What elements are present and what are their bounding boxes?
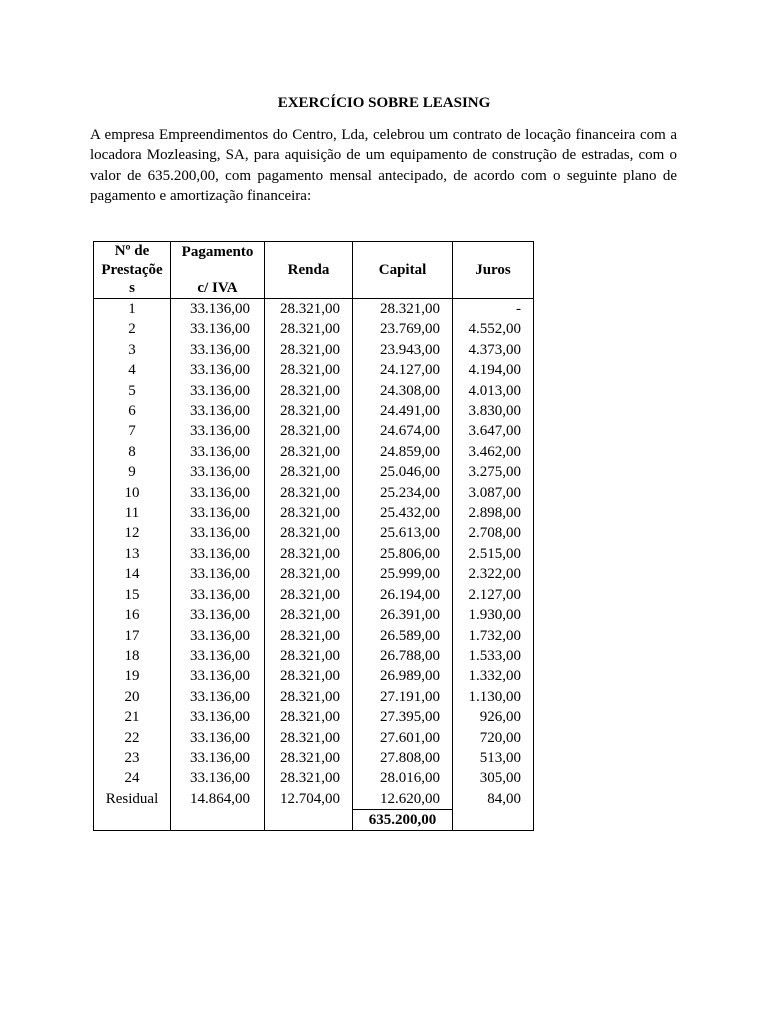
header-n-prestacoes	[94, 242, 171, 299]
cell-capital: 23.943,00	[353, 340, 453, 360]
intro-paragraph: A empresa Empreendimentos do Centro, Lda, celebrou um contrato de locação financeira com a locadora Mozleasing, SA, para aquisição de um equipamento de construção de estradas, com o valor de 635.200,00, com pagamento mensal antecipado, de acordo com o seguinte plano de pagamento e amortização financeira:	[90, 127, 677, 204]
cell-renda: 28.321,00	[265, 605, 353, 625]
cell-n: 18	[94, 646, 171, 666]
cell-n: 14	[94, 564, 171, 584]
header-n-line1: Nº de	[114, 243, 150, 260]
cell-juros: 1.732,00	[453, 626, 534, 646]
cell-juros: 4.373,00	[453, 340, 534, 360]
cell-juros: 926,00	[453, 707, 534, 727]
table-row	[94, 707, 534, 727]
cell-pagamento: 33.136,00	[171, 768, 265, 788]
cell-juros: 3.462,00	[453, 442, 534, 462]
cell-juros: 720,00	[453, 728, 534, 748]
table-row	[94, 421, 534, 441]
cell-n: 9	[94, 462, 171, 482]
cell-pagamento: 33.136,00	[171, 381, 265, 401]
cell-pagamento: 33.136,00	[171, 605, 265, 625]
table-row	[94, 789, 534, 810]
cell-renda: 28.321,00	[265, 748, 353, 768]
cell-pagamento: 33.136,00	[171, 626, 265, 646]
cell-pagamento: 33.136,00	[171, 728, 265, 748]
cell-juros: 513,00	[453, 748, 534, 768]
cell-capital: 25.806,00	[353, 544, 453, 564]
cell-n: 16	[94, 605, 171, 625]
cell-renda: 28.321,00	[265, 381, 353, 401]
cell-capital: 27.395,00	[353, 707, 453, 727]
cell-juros: 1.930,00	[453, 605, 534, 625]
cell-pagamento: 33.136,00	[171, 340, 265, 360]
table-row	[94, 626, 534, 646]
cell-juros: 2.515,00	[453, 544, 534, 564]
cell-capital: 24.859,00	[353, 442, 453, 462]
cell-juros: -	[453, 299, 534, 320]
header-pagamento	[171, 242, 265, 299]
header-juros: Juros	[453, 242, 534, 299]
cell-n: 19	[94, 666, 171, 686]
cell-pagamento: 33.136,00	[171, 360, 265, 380]
cell-capital: 25.999,00	[353, 564, 453, 584]
table-row	[94, 585, 534, 605]
cell-n: 22	[94, 728, 171, 748]
cell-n: 5	[94, 381, 171, 401]
cell-pagamento: 33.136,00	[171, 299, 265, 320]
header-capital: Capital	[353, 242, 453, 299]
table-body	[94, 299, 534, 831]
cell-n: 10	[94, 483, 171, 503]
table-row	[94, 360, 534, 380]
cell-juros: 4.013,00	[453, 381, 534, 401]
cell-n: 4	[94, 360, 171, 380]
cell-n: 13	[94, 544, 171, 564]
cell-renda: 28.321,00	[265, 585, 353, 605]
header-n-line3: s	[129, 280, 135, 297]
table-row	[94, 299, 534, 320]
cell-n: 7	[94, 421, 171, 441]
cell-capital: 27.808,00	[353, 748, 453, 768]
total-empty-cell	[94, 810, 171, 831]
cell-n: 21	[94, 707, 171, 727]
cell-capital: 25.613,00	[353, 523, 453, 543]
cell-capital: 26.194,00	[353, 585, 453, 605]
cell-capital: 24.674,00	[353, 421, 453, 441]
table-row	[94, 728, 534, 748]
cell-n: 24	[94, 768, 171, 788]
header-renda: Renda	[265, 242, 353, 299]
cell-n: 11	[94, 503, 171, 523]
table-row	[94, 401, 534, 421]
cell-capital: 23.769,00	[353, 319, 453, 339]
cell-renda: 28.321,00	[265, 768, 353, 788]
cell-renda: 28.321,00	[265, 401, 353, 421]
table-row	[94, 748, 534, 768]
cell-capital: 26.391,00	[353, 605, 453, 625]
cell-renda: 28.321,00	[265, 564, 353, 584]
cell-pagamento: 14.864,00	[171, 789, 265, 810]
cell-n: 3	[94, 340, 171, 360]
cell-pagamento: 33.136,00	[171, 503, 265, 523]
cell-renda: 28.321,00	[265, 523, 353, 543]
cell-pagamento: 33.136,00	[171, 319, 265, 339]
cell-capital: 28.016,00	[353, 768, 453, 788]
cell-pagamento: 33.136,00	[171, 523, 265, 543]
cell-renda: 28.321,00	[265, 503, 353, 523]
table-row	[94, 544, 534, 564]
cell-renda: 28.321,00	[265, 687, 353, 707]
table-row	[94, 462, 534, 482]
cell-renda: 28.321,00	[265, 626, 353, 646]
cell-renda: 28.321,00	[265, 544, 353, 564]
cell-renda: 12.704,00	[265, 789, 353, 810]
table-row	[94, 381, 534, 401]
cell-juros: 2.322,00	[453, 564, 534, 584]
table-row	[94, 687, 534, 707]
total-empty-cell	[171, 810, 265, 831]
cell-pagamento: 33.136,00	[171, 564, 265, 584]
table-row	[94, 605, 534, 625]
cell-n: 17	[94, 626, 171, 646]
cell-capital: 24.127,00	[353, 360, 453, 380]
cell-pagamento: 33.136,00	[171, 401, 265, 421]
cell-juros: 3.647,00	[453, 421, 534, 441]
cell-juros: 3.087,00	[453, 483, 534, 503]
cell-n: Residual	[94, 789, 171, 810]
cell-capital: 27.191,00	[353, 687, 453, 707]
cell-capital: 24.491,00	[353, 401, 453, 421]
cell-capital: 24.308,00	[353, 381, 453, 401]
table-row	[94, 442, 534, 462]
cell-renda: 28.321,00	[265, 319, 353, 339]
table-row	[94, 768, 534, 788]
cell-juros: 3.275,00	[453, 462, 534, 482]
cell-renda: 28.321,00	[265, 646, 353, 666]
table-header-row	[94, 242, 534, 299]
cell-capital: 28.321,00	[353, 299, 453, 320]
table-total-row	[94, 810, 534, 831]
cell-pagamento: 33.136,00	[171, 646, 265, 666]
cell-renda: 28.321,00	[265, 442, 353, 462]
cell-juros: 2.898,00	[453, 503, 534, 523]
header-pagamento-line2: c/ IVA	[197, 279, 238, 296]
cell-juros: 1.130,00	[453, 687, 534, 707]
cell-renda: 28.321,00	[265, 421, 353, 441]
cell-renda: 28.321,00	[265, 299, 353, 320]
cell-renda: 28.321,00	[265, 483, 353, 503]
cell-pagamento: 33.136,00	[171, 687, 265, 707]
cell-juros: 2.708,00	[453, 523, 534, 543]
cell-juros: 4.552,00	[453, 319, 534, 339]
cell-capital: 25.432,00	[353, 503, 453, 523]
cell-n: 8	[94, 442, 171, 462]
cell-n: 15	[94, 585, 171, 605]
cell-juros: 305,00	[453, 768, 534, 788]
cell-renda: 28.321,00	[265, 707, 353, 727]
cell-capital: 26.589,00	[353, 626, 453, 646]
cell-n: 1	[94, 299, 171, 320]
cell-pagamento: 33.136,00	[171, 748, 265, 768]
cell-capital: 27.601,00	[353, 728, 453, 748]
cell-juros: 2.127,00	[453, 585, 534, 605]
cell-juros: 1.533,00	[453, 646, 534, 666]
document-title: EXERCÍCIO SOBRE LEASING	[277, 95, 491, 111]
table-row	[94, 503, 534, 523]
cell-pagamento: 33.136,00	[171, 666, 265, 686]
cell-juros: 1.332,00	[453, 666, 534, 686]
cell-renda: 28.321,00	[265, 340, 353, 360]
cell-juros: 4.194,00	[453, 360, 534, 380]
cell-n: 12	[94, 523, 171, 543]
table-row	[94, 483, 534, 503]
table-row	[94, 564, 534, 584]
table-row	[94, 666, 534, 686]
cell-pagamento: 33.136,00	[171, 483, 265, 503]
table-row	[94, 340, 534, 360]
header-pagamento-line1: Pagamento	[181, 244, 254, 260]
cell-renda: 28.321,00	[265, 462, 353, 482]
cell-capital: 12.620,00	[353, 789, 453, 810]
table-row	[94, 523, 534, 543]
cell-n: 2	[94, 319, 171, 339]
cell-juros: 3.830,00	[453, 401, 534, 421]
cell-capital: 25.046,00	[353, 462, 453, 482]
cell-juros: 84,00	[453, 789, 534, 810]
table-row	[94, 646, 534, 666]
cell-pagamento: 33.136,00	[171, 462, 265, 482]
cell-n: 23	[94, 748, 171, 768]
cell-pagamento: 33.136,00	[171, 585, 265, 605]
cell-n: 20	[94, 687, 171, 707]
cell-capital: 25.234,00	[353, 483, 453, 503]
cell-pagamento: 33.136,00	[171, 544, 265, 564]
total-empty-cell	[265, 810, 353, 831]
cell-n: 6	[94, 401, 171, 421]
cell-renda: 28.321,00	[265, 728, 353, 748]
table-row	[94, 319, 534, 339]
payment-plan-table	[93, 241, 534, 831]
cell-pagamento: 33.136,00	[171, 421, 265, 441]
cell-pagamento: 33.136,00	[171, 707, 265, 727]
header-n-line2: Prestaçõe	[101, 261, 163, 278]
cell-renda: 28.321,00	[265, 360, 353, 380]
cell-pagamento: 33.136,00	[171, 442, 265, 462]
cell-capital: 26.989,00	[353, 666, 453, 686]
cell-capital: 26.788,00	[353, 646, 453, 666]
cell-renda: 28.321,00	[265, 666, 353, 686]
total-empty-cell	[453, 810, 534, 831]
total-capital: 635.200,00	[353, 810, 453, 831]
